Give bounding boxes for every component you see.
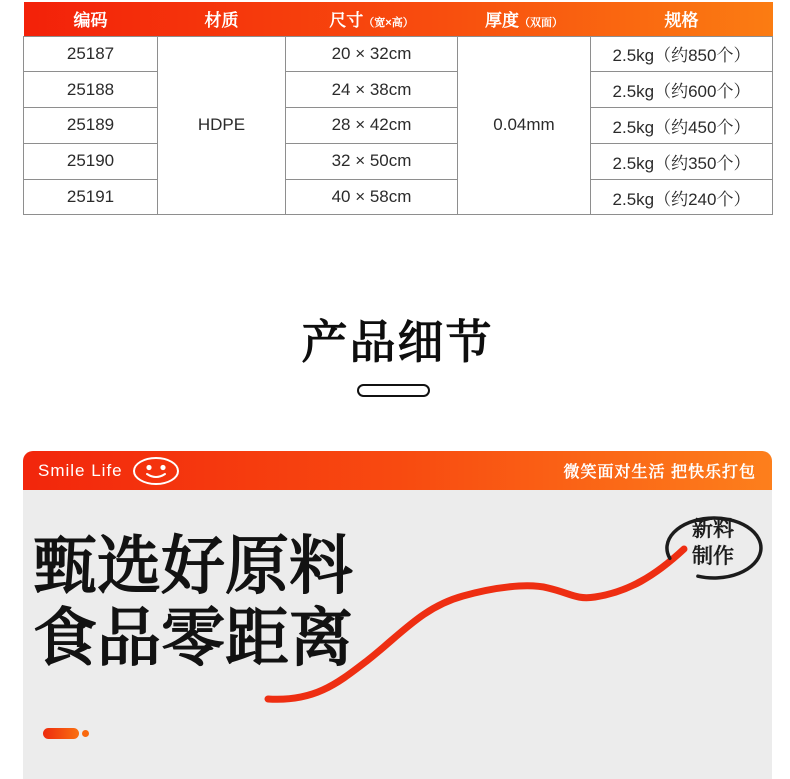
badge-text-line1: 新料 bbox=[692, 518, 734, 541]
smiley-icon bbox=[132, 456, 180, 486]
header-spec-label: 规格 bbox=[664, 11, 699, 31]
title-underline-pill bbox=[357, 384, 430, 397]
header-thickness-sub: （双面） bbox=[519, 17, 563, 30]
hero-headline-line2: 食品零距离 bbox=[33, 602, 353, 674]
header-code-label: 编码 bbox=[73, 11, 108, 31]
header-spec bbox=[591, 2, 773, 36]
badge-text bbox=[692, 516, 734, 570]
spec-table bbox=[23, 2, 773, 215]
code-cell: 25191 bbox=[24, 179, 158, 215]
table-row bbox=[24, 179, 773, 215]
spec-cell: 2.5kg（约850个） bbox=[591, 36, 773, 72]
header-thickness-label: 厚度 bbox=[485, 11, 519, 31]
thickness-cell: 0.04mm bbox=[458, 36, 591, 215]
header-size-sub: （宽×高） bbox=[363, 17, 414, 30]
table-row bbox=[24, 72, 773, 108]
section-title: 产品细节 bbox=[301, 316, 494, 368]
table-row bbox=[24, 36, 773, 72]
code-cell: 25188 bbox=[24, 72, 158, 108]
header-code bbox=[24, 2, 158, 36]
badge-text-line2: 制作 bbox=[692, 545, 734, 568]
code-cell: 25187 bbox=[24, 36, 158, 72]
banner-slogan: 微笑面对生活 把快乐打包 bbox=[563, 464, 756, 481]
size-cell: 28 × 42cm bbox=[286, 108, 458, 144]
brand-name: Smile Life bbox=[38, 460, 123, 480]
table-row bbox=[24, 143, 773, 179]
spec-cell: 2.5kg（约600个） bbox=[591, 72, 773, 108]
spec-cell: 2.5kg（约240个） bbox=[591, 179, 773, 215]
brand-wrap bbox=[38, 456, 180, 486]
hero-headline bbox=[33, 530, 353, 674]
header-material bbox=[158, 2, 286, 36]
header-thickness bbox=[458, 2, 591, 36]
spec-table-header-row bbox=[24, 2, 773, 36]
header-size bbox=[286, 2, 458, 36]
hero-headline-line1: 甄选好原料 bbox=[33, 530, 353, 602]
table-row bbox=[24, 108, 773, 144]
decorative-dot bbox=[82, 730, 89, 737]
header-size-label: 尺寸 bbox=[329, 11, 364, 31]
header-material-label: 材质 bbox=[204, 11, 239, 31]
spec-cell: 2.5kg（约350个） bbox=[591, 143, 773, 179]
code-cell: 25189 bbox=[24, 108, 158, 144]
decorative-bar bbox=[43, 728, 79, 739]
size-cell: 20 × 32cm bbox=[286, 36, 458, 72]
code-cell: 25190 bbox=[24, 143, 158, 179]
size-cell: 40 × 58cm bbox=[286, 179, 458, 215]
hero-section bbox=[23, 490, 772, 779]
brand-banner bbox=[23, 451, 772, 490]
spec-cell: 2.5kg（约450个） bbox=[591, 108, 773, 144]
size-cell: 24 × 38cm bbox=[286, 72, 458, 108]
size-cell: 32 × 50cm bbox=[286, 143, 458, 179]
material-cell: HDPE bbox=[158, 36, 286, 215]
